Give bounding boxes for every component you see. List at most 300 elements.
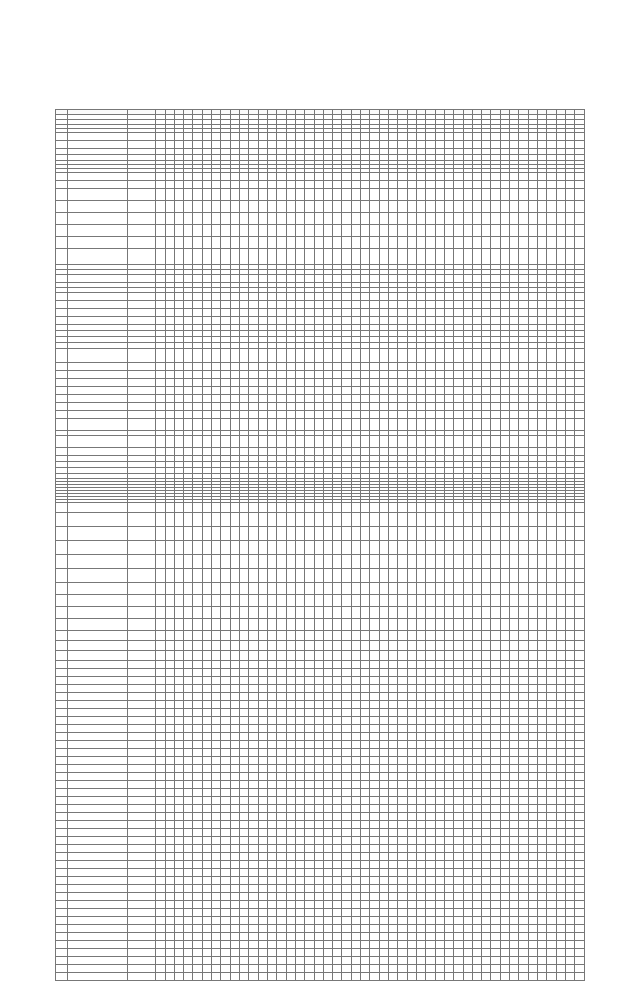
table-cell bbox=[202, 773, 211, 781]
table-cell bbox=[491, 641, 500, 651]
table-cell bbox=[556, 249, 565, 265]
table-cell bbox=[426, 861, 435, 869]
table-cell bbox=[184, 349, 193, 363]
table-cell bbox=[258, 569, 267, 583]
row-number-cell bbox=[56, 403, 68, 411]
table-cell bbox=[491, 797, 500, 805]
table-cell bbox=[538, 641, 547, 651]
table-cell bbox=[156, 709, 165, 717]
row-code-cell bbox=[128, 685, 156, 693]
table-cell bbox=[379, 309, 388, 317]
table-row bbox=[56, 411, 585, 419]
table-cell bbox=[230, 877, 239, 885]
table-cell bbox=[416, 448, 425, 456]
table-cell bbox=[174, 861, 183, 869]
table-cell bbox=[510, 513, 519, 527]
table-cell bbox=[556, 419, 565, 431]
table-cell bbox=[472, 821, 481, 829]
table-cell bbox=[258, 669, 267, 677]
table-cell bbox=[565, 275, 574, 283]
table-cell bbox=[389, 757, 398, 765]
table-cell bbox=[472, 379, 481, 387]
table-cell bbox=[547, 709, 556, 717]
table-cell bbox=[435, 765, 444, 773]
table-cell bbox=[398, 363, 407, 371]
table-cell bbox=[500, 619, 509, 631]
table-cell bbox=[426, 853, 435, 861]
table-cell bbox=[323, 411, 332, 419]
table-cell bbox=[333, 173, 342, 181]
table-cell bbox=[463, 885, 472, 893]
table-cell bbox=[519, 379, 528, 387]
table-cell bbox=[286, 189, 295, 201]
table-cell bbox=[463, 789, 472, 797]
table-cell bbox=[528, 237, 537, 249]
table-cell bbox=[538, 448, 547, 456]
table-cell bbox=[416, 173, 425, 181]
table-cell bbox=[249, 869, 258, 877]
table-cell bbox=[230, 225, 239, 237]
table-cell bbox=[500, 349, 509, 363]
table-cell bbox=[435, 309, 444, 317]
table-cell bbox=[407, 789, 416, 797]
table-cell bbox=[193, 595, 202, 607]
table-cell bbox=[491, 869, 500, 877]
table-cell bbox=[202, 869, 211, 877]
table-cell bbox=[575, 293, 585, 301]
row-name-cell bbox=[68, 853, 128, 861]
table-cell bbox=[342, 387, 351, 395]
row-name-cell bbox=[68, 693, 128, 701]
table-cell bbox=[416, 885, 425, 893]
table-cell bbox=[565, 709, 574, 717]
table-cell bbox=[528, 661, 537, 669]
table-cell bbox=[174, 757, 183, 765]
table-cell bbox=[435, 631, 444, 641]
table-cell bbox=[389, 133, 398, 141]
table-cell bbox=[398, 189, 407, 201]
table-cell bbox=[240, 237, 249, 249]
table-cell bbox=[258, 411, 267, 419]
table-cell bbox=[361, 805, 370, 813]
table-cell bbox=[174, 765, 183, 773]
table-cell bbox=[361, 513, 370, 527]
table-cell bbox=[221, 448, 230, 456]
table-cell bbox=[556, 293, 565, 301]
row-code-cell bbox=[128, 583, 156, 595]
table-cell bbox=[575, 189, 585, 201]
table-cell bbox=[165, 685, 174, 693]
table-cell bbox=[277, 669, 286, 677]
table-cell bbox=[295, 513, 304, 527]
table-cell bbox=[538, 765, 547, 773]
table-cell bbox=[463, 403, 472, 411]
table-cell bbox=[454, 685, 463, 693]
table-cell bbox=[361, 541, 370, 555]
table-cell bbox=[249, 225, 258, 237]
table-cell bbox=[221, 371, 230, 379]
table-cell bbox=[454, 773, 463, 781]
table-cell bbox=[379, 661, 388, 669]
table-cell bbox=[212, 371, 221, 379]
table-cell bbox=[510, 309, 519, 317]
table-cell bbox=[202, 757, 211, 765]
table-cell bbox=[435, 201, 444, 213]
table-cell bbox=[389, 555, 398, 569]
table-cell bbox=[295, 757, 304, 765]
table-cell bbox=[351, 133, 360, 141]
table-cell bbox=[240, 541, 249, 555]
row-code-cell bbox=[128, 733, 156, 741]
table-cell bbox=[528, 503, 537, 513]
table-cell bbox=[500, 379, 509, 387]
table-cell bbox=[361, 869, 370, 877]
table-cell bbox=[230, 631, 239, 641]
table-cell bbox=[193, 631, 202, 641]
table-cell bbox=[314, 201, 323, 213]
table-cell bbox=[398, 717, 407, 725]
table-cell bbox=[333, 189, 342, 201]
table-cell bbox=[510, 789, 519, 797]
table-cell bbox=[500, 189, 509, 201]
table-cell bbox=[426, 701, 435, 709]
table-cell bbox=[351, 448, 360, 456]
table-cell bbox=[370, 669, 379, 677]
table-cell bbox=[416, 403, 425, 411]
table-cell bbox=[491, 669, 500, 677]
table-cell bbox=[435, 669, 444, 677]
table-cell bbox=[230, 749, 239, 757]
table-cell bbox=[482, 781, 491, 789]
table-cell bbox=[323, 607, 332, 619]
table-cell bbox=[267, 541, 276, 555]
table-cell bbox=[519, 595, 528, 607]
table-cell bbox=[482, 853, 491, 861]
table-cell bbox=[547, 213, 556, 225]
table-cell bbox=[351, 641, 360, 651]
table-cell bbox=[156, 685, 165, 693]
table-cell bbox=[165, 631, 174, 641]
table-cell bbox=[444, 583, 453, 595]
table-cell bbox=[472, 885, 481, 893]
table-cell bbox=[249, 133, 258, 141]
table-cell bbox=[295, 141, 304, 149]
table-cell bbox=[435, 781, 444, 789]
table-cell bbox=[323, 837, 332, 845]
table-cell bbox=[398, 141, 407, 149]
table-cell bbox=[547, 201, 556, 213]
table-cell bbox=[538, 595, 547, 607]
table-cell bbox=[286, 869, 295, 877]
table-cell bbox=[258, 249, 267, 265]
table-cell bbox=[398, 448, 407, 456]
table-cell bbox=[351, 765, 360, 773]
table-cell bbox=[565, 349, 574, 363]
table-cell bbox=[389, 371, 398, 379]
table-row bbox=[56, 669, 585, 677]
table-cell bbox=[295, 395, 304, 403]
table-cell bbox=[370, 371, 379, 379]
table-cell bbox=[370, 641, 379, 651]
table-cell bbox=[333, 181, 342, 189]
table-cell bbox=[221, 379, 230, 387]
table-cell bbox=[202, 797, 211, 805]
table-cell bbox=[547, 237, 556, 249]
table-cell bbox=[547, 733, 556, 741]
table-cell bbox=[240, 741, 249, 749]
table-cell bbox=[482, 436, 491, 448]
table-cell bbox=[333, 301, 342, 309]
table-cell bbox=[547, 527, 556, 541]
table-cell bbox=[202, 403, 211, 411]
table-cell bbox=[267, 741, 276, 749]
table-cell bbox=[575, 436, 585, 448]
table-cell bbox=[193, 387, 202, 395]
table-cell bbox=[575, 133, 585, 141]
table-cell bbox=[510, 583, 519, 595]
table-cell bbox=[444, 651, 453, 661]
table-cell bbox=[547, 275, 556, 283]
row-number-cell bbox=[56, 569, 68, 583]
table-cell bbox=[221, 797, 230, 805]
table-row bbox=[56, 237, 585, 249]
table-cell bbox=[184, 733, 193, 741]
table-cell bbox=[323, 293, 332, 301]
table-cell bbox=[556, 555, 565, 569]
table-cell bbox=[174, 371, 183, 379]
table-cell bbox=[575, 821, 585, 829]
table-cell bbox=[500, 861, 509, 869]
table-cell bbox=[500, 733, 509, 741]
table-cell bbox=[528, 411, 537, 419]
table-cell bbox=[370, 181, 379, 189]
table-cell bbox=[426, 619, 435, 631]
table-cell bbox=[398, 133, 407, 141]
table-cell bbox=[500, 651, 509, 661]
table-cell bbox=[342, 301, 351, 309]
table-cell bbox=[444, 765, 453, 773]
table-cell bbox=[165, 837, 174, 845]
table-cell bbox=[370, 693, 379, 701]
table-cell bbox=[370, 301, 379, 309]
table-cell bbox=[472, 797, 481, 805]
table-cell bbox=[174, 237, 183, 249]
table-cell bbox=[202, 741, 211, 749]
table-cell bbox=[156, 661, 165, 669]
table-cell bbox=[295, 701, 304, 709]
table-cell bbox=[314, 677, 323, 685]
table-cell bbox=[444, 395, 453, 403]
table-cell bbox=[342, 141, 351, 149]
table-cell bbox=[444, 201, 453, 213]
table-row bbox=[56, 641, 585, 651]
table-cell bbox=[547, 419, 556, 431]
table-cell bbox=[528, 213, 537, 225]
table-cell bbox=[305, 869, 314, 877]
table-cell bbox=[174, 701, 183, 709]
table-cell bbox=[249, 527, 258, 541]
table-cell bbox=[165, 237, 174, 249]
table-cell bbox=[184, 669, 193, 677]
table-cell bbox=[538, 133, 547, 141]
table-cell bbox=[286, 829, 295, 837]
table-cell bbox=[491, 527, 500, 541]
table-row bbox=[56, 213, 585, 225]
table-cell bbox=[249, 861, 258, 869]
table-cell bbox=[240, 419, 249, 431]
table-cell bbox=[379, 436, 388, 448]
table-cell bbox=[426, 641, 435, 651]
table-cell bbox=[528, 419, 537, 431]
table-cell bbox=[212, 301, 221, 309]
table-cell bbox=[333, 829, 342, 837]
table-cell bbox=[435, 805, 444, 813]
row-code-cell bbox=[128, 725, 156, 733]
table-cell bbox=[277, 853, 286, 861]
table-cell bbox=[230, 619, 239, 631]
table-cell bbox=[389, 419, 398, 431]
table-cell bbox=[249, 237, 258, 249]
table-cell bbox=[454, 583, 463, 595]
table-cell bbox=[463, 275, 472, 283]
table-cell bbox=[482, 885, 491, 893]
table-cell bbox=[277, 173, 286, 181]
table-cell bbox=[342, 757, 351, 765]
table-cell bbox=[351, 569, 360, 583]
table-cell bbox=[286, 619, 295, 631]
table-cell bbox=[519, 249, 528, 265]
table-cell bbox=[398, 379, 407, 387]
table-cell bbox=[370, 379, 379, 387]
table-cell bbox=[193, 821, 202, 829]
table-cell bbox=[528, 869, 537, 877]
table-cell bbox=[463, 133, 472, 141]
row-name-cell bbox=[68, 685, 128, 693]
table-cell bbox=[165, 701, 174, 709]
table-cell bbox=[398, 651, 407, 661]
table-cell bbox=[575, 661, 585, 669]
table-cell bbox=[277, 555, 286, 569]
table-cell bbox=[230, 813, 239, 821]
row-code-cell bbox=[128, 693, 156, 701]
table-cell bbox=[277, 448, 286, 456]
table-cell bbox=[267, 651, 276, 661]
row-number-cell bbox=[56, 789, 68, 797]
table-cell bbox=[193, 301, 202, 309]
table-cell bbox=[407, 693, 416, 701]
table-cell bbox=[156, 607, 165, 619]
table-cell bbox=[277, 363, 286, 371]
table-cell bbox=[193, 641, 202, 651]
table-cell bbox=[454, 436, 463, 448]
table-cell bbox=[482, 749, 491, 757]
table-cell bbox=[351, 619, 360, 631]
table-cell bbox=[500, 201, 509, 213]
row-number-cell bbox=[56, 595, 68, 607]
table-cell bbox=[230, 569, 239, 583]
table-cell bbox=[538, 173, 547, 181]
table-cell bbox=[351, 837, 360, 845]
table-cell bbox=[528, 709, 537, 717]
table-cell bbox=[323, 301, 332, 309]
table-cell bbox=[454, 448, 463, 456]
table-cell bbox=[361, 349, 370, 363]
table-cell bbox=[472, 201, 481, 213]
table-cell bbox=[565, 861, 574, 869]
table-cell bbox=[267, 419, 276, 431]
table-cell bbox=[174, 249, 183, 265]
table-cell bbox=[379, 789, 388, 797]
table-cell bbox=[156, 181, 165, 189]
table-cell bbox=[267, 693, 276, 701]
table-cell bbox=[519, 701, 528, 709]
table-cell bbox=[361, 275, 370, 283]
table-cell bbox=[351, 805, 360, 813]
table-cell bbox=[156, 641, 165, 651]
table-cell bbox=[156, 595, 165, 607]
table-cell bbox=[547, 821, 556, 829]
table-cell bbox=[361, 669, 370, 677]
table-cell bbox=[174, 619, 183, 631]
table-cell bbox=[333, 275, 342, 283]
table-cell bbox=[240, 349, 249, 363]
table-cell bbox=[277, 133, 286, 141]
table-cell bbox=[361, 773, 370, 781]
table-cell bbox=[174, 853, 183, 861]
table-cell bbox=[202, 213, 211, 225]
table-cell bbox=[500, 641, 509, 651]
table-cell bbox=[519, 869, 528, 877]
table-cell bbox=[351, 237, 360, 249]
table-cell bbox=[333, 249, 342, 265]
table-cell bbox=[444, 436, 453, 448]
table-cell bbox=[389, 448, 398, 456]
table-cell bbox=[463, 837, 472, 845]
row-code-cell bbox=[128, 317, 156, 325]
table-row bbox=[56, 249, 585, 265]
table-cell bbox=[519, 773, 528, 781]
table-cell bbox=[370, 448, 379, 456]
table-cell bbox=[230, 641, 239, 651]
table-cell bbox=[267, 733, 276, 741]
table-cell bbox=[510, 607, 519, 619]
table-cell bbox=[165, 293, 174, 301]
table-cell bbox=[556, 829, 565, 837]
table-cell bbox=[379, 541, 388, 555]
table-cell bbox=[547, 701, 556, 709]
table-cell bbox=[426, 781, 435, 789]
table-cell bbox=[267, 781, 276, 789]
table-cell bbox=[258, 773, 267, 781]
row-name-cell bbox=[68, 189, 128, 201]
table-cell bbox=[416, 213, 425, 225]
table-cell bbox=[193, 733, 202, 741]
table-cell bbox=[342, 631, 351, 641]
table-cell bbox=[482, 717, 491, 725]
table-cell bbox=[435, 877, 444, 885]
table-cell bbox=[305, 527, 314, 541]
table-cell bbox=[482, 237, 491, 249]
table-cell bbox=[193, 513, 202, 527]
table-cell bbox=[444, 181, 453, 189]
table-cell bbox=[482, 141, 491, 149]
table-cell bbox=[379, 555, 388, 569]
row-code-cell bbox=[128, 293, 156, 301]
table-cell bbox=[500, 749, 509, 757]
table-cell bbox=[500, 885, 509, 893]
table-cell bbox=[547, 349, 556, 363]
table-cell bbox=[351, 717, 360, 725]
